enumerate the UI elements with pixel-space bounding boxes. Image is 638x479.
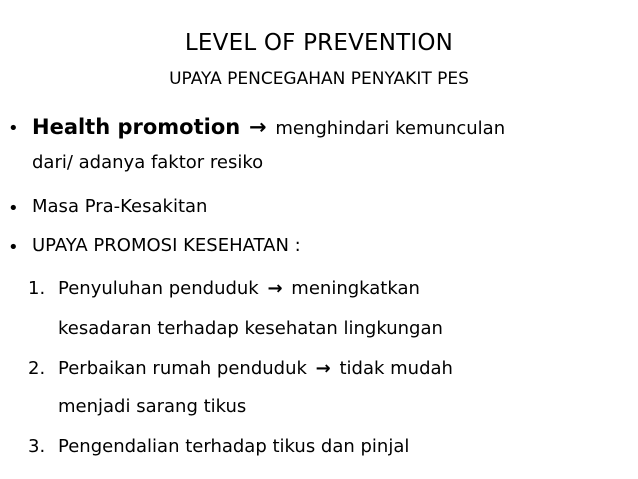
item-rest-text: tidak mudah xyxy=(339,358,453,379)
slide-subtitle: UPAYA PENCEGAHAN PENYAKIT PES xyxy=(169,69,469,89)
arrow-icon: → xyxy=(248,115,267,139)
item-number: 1. xyxy=(28,278,46,299)
arrow-icon: → xyxy=(315,358,331,379)
bullet-marker: • xyxy=(8,118,19,139)
bullet-rest-text: menghindari kemunculan xyxy=(275,118,506,139)
item-rest-text: meningkatkan xyxy=(291,278,420,299)
arrow-icon: → xyxy=(267,278,283,299)
slide-title: LEVEL OF PREVENTION xyxy=(184,30,454,56)
numbered-item-1-continuation: kesadaran terhadap kesehatan lingkungan xyxy=(58,318,443,339)
item-main-text: Perbaikan rumah penduduk xyxy=(58,358,307,379)
bullet-marker: • xyxy=(8,237,19,258)
bullet-continuation: dari/ adanya faktor resiko xyxy=(32,152,264,173)
bullet-health-promotion xyxy=(32,115,505,139)
bullet-masa-pra-kesakitan: Masa Pra-Kesakitan xyxy=(32,196,208,217)
numbered-item-3 xyxy=(28,436,409,457)
item-number: 3. xyxy=(28,436,46,457)
item-number: 2. xyxy=(28,358,46,379)
item-main-text: Penyuluhan penduduk xyxy=(58,278,259,299)
bullet-upaya-promosi: UPAYA PROMOSI KESEHATAN : xyxy=(32,235,301,256)
numbered-item-2-continuation: menjadi sarang tikus xyxy=(58,396,247,417)
item-main-text: Pengendalian terhadap tikus dan pinjal xyxy=(58,436,410,457)
numbered-item-2 xyxy=(28,358,453,379)
bullet-bold-text: Health promotion xyxy=(32,115,241,139)
bullet-marker: • xyxy=(8,198,19,219)
numbered-item-1 xyxy=(28,278,420,299)
